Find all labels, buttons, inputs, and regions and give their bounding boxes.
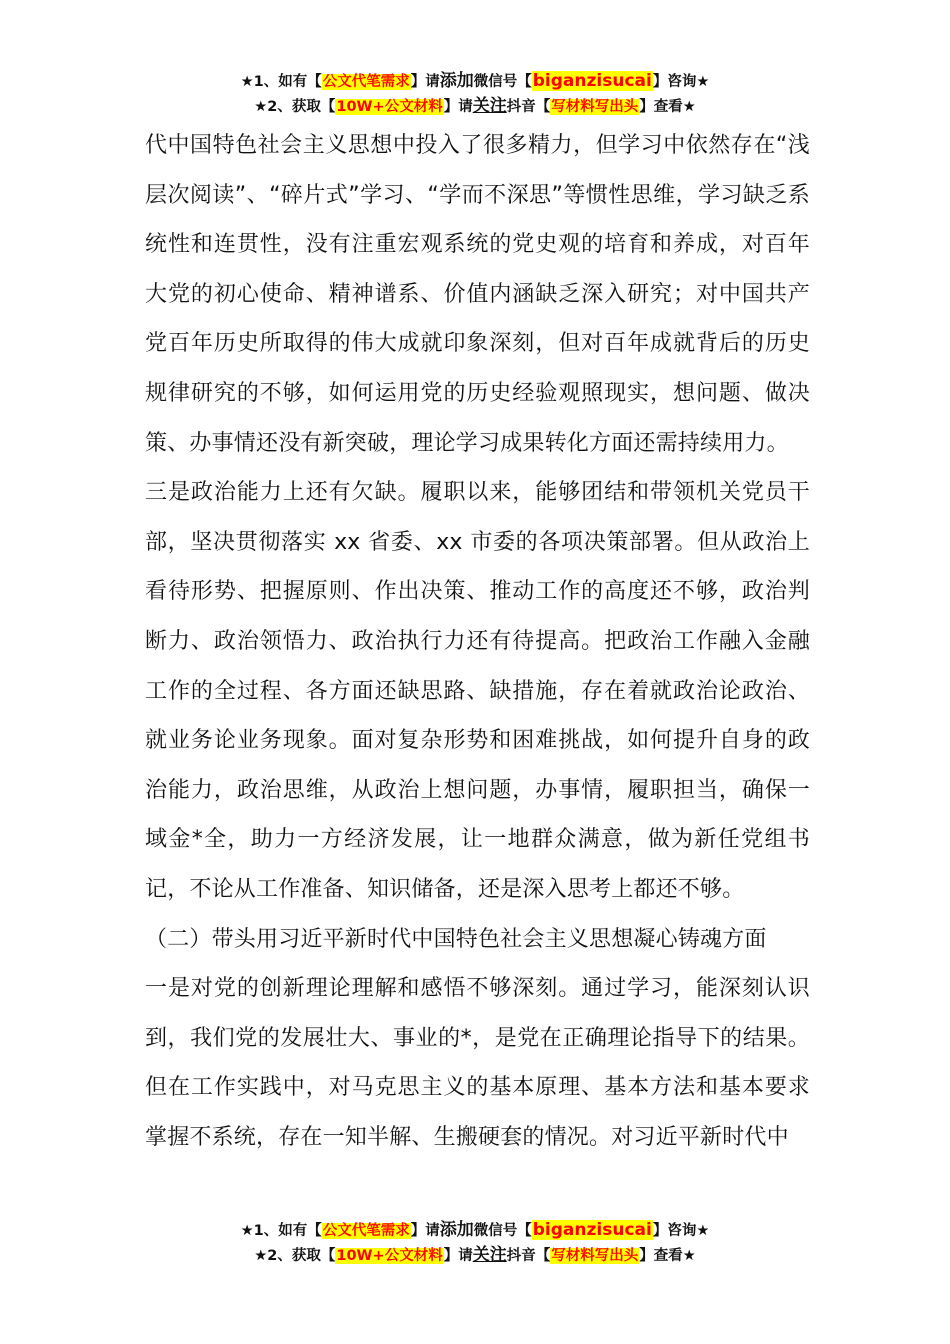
banner-text: 】查看★ — [639, 1248, 696, 1264]
banner-text: 】请 — [410, 74, 440, 90]
highlight-text: 公文代笔需求 — [322, 74, 410, 90]
banner-text: 】请 — [410, 1223, 440, 1239]
wechat-id: biganzisucai — [532, 1220, 652, 1240]
banner-emphasis: 添加 — [439, 1220, 474, 1240]
banner-emphasis: 添加 — [439, 71, 474, 91]
banner-emphasis: 关注 — [472, 1245, 507, 1265]
banner-text: 】请 — [443, 99, 473, 115]
wechat-id: biganzisucai — [532, 71, 652, 91]
banner-text: 微信号【 — [473, 1223, 532, 1239]
highlight-text: 10W+公文材料 — [336, 1248, 443, 1264]
highlight-text: 10W+公文材料 — [336, 99, 443, 115]
banner-text: ★2、获取【 — [254, 1248, 336, 1264]
douyin-account: 写材料写出头 — [551, 99, 639, 115]
banner-line-2 — [0, 1243, 950, 1268]
paragraph: 三是政治能力上还有欠缺。履职以来，能够团结和带领机关党员干部，坚决贯彻落实 xx 省委、xx 市委的各项决策部署。但从政治上看待形势、把握原则、作出决策、推动工作的高度还不够，政治判断力、政治领悟力、政治执行力还有待提高。把政治工作融入金融工作的全过程、各方面还缺思路、缺措施，存在着就政治论政治、就业务论业务现象。面对复杂形势和困难挑战，如何提升自身的政治能力，政治思维，从政治上想问题，办事情，履职担当，确保一域金*全，助力一方经济发展，让一地群众满意，做为新任党组书记，不论从工作准备、知识储备，还是深入思考上都还不够。 — [145, 480, 810, 902]
banner-text: 】咨询★ — [652, 74, 710, 90]
section-heading: （二）带头用习近平新时代中国特色社会主义思想凝心铸魂方面 — [145, 926, 767, 952]
banner-line-2 — [0, 94, 950, 119]
document-body — [145, 121, 810, 1162]
banner-text: ★1、如有【 — [240, 1223, 322, 1239]
top-banner — [0, 69, 950, 119]
banner-text: 抖音【 — [506, 1248, 551, 1264]
paragraph: 代中国特色社会主义思想中投入了很多精力，但学习中依然存在“浅层次阅读”、“碎片式”学习、“学而不深思”等惯性思维，学习缺乏系统性和连贯性，没有注重宏观系统的党史观的培育和养成，对百年大党的初心使命、精神谱系、价值内涵缺乏深入研究；对中国共产党百年历史所取得的伟大成就印象深刻，但对百年成就背后的历史规律研究的不够，如何运用党的历史经验观照现实，想问题、做决策、办事情还没有新突破，理论学习成果转化方面还需持续用力。 — [145, 133, 810, 456]
banner-line-1 — [0, 69, 950, 94]
banner-text: 】请 — [443, 1248, 473, 1264]
douyin-account: 写材料写出头 — [551, 1248, 639, 1264]
paragraph: 一是对党的创新理论理解和感悟不够深刻。通过学习，能深刻认识到，我们党的发展壮大、事业的*，是党在正确理论指导下的结果。但在工作实践中，对马克思主义的基本原理、基本方法和基本要求掌握不系统，存在一知半解、生搬硬套的情况。对习近平新时代中 — [145, 976, 810, 1150]
banner-emphasis: 关注 — [472, 96, 507, 116]
banner-text: 】查看★ — [639, 99, 696, 115]
banner-text: ★2、获取【 — [254, 99, 336, 115]
banner-text: 】咨询★ — [652, 1223, 710, 1239]
highlight-text: 公文代笔需求 — [322, 1223, 410, 1239]
banner-text: 抖音【 — [506, 99, 551, 115]
banner-text: ★1、如有【 — [240, 74, 322, 90]
bottom-banner — [0, 1218, 950, 1268]
banner-line-1 — [0, 1218, 950, 1243]
banner-text: 微信号【 — [473, 74, 532, 90]
